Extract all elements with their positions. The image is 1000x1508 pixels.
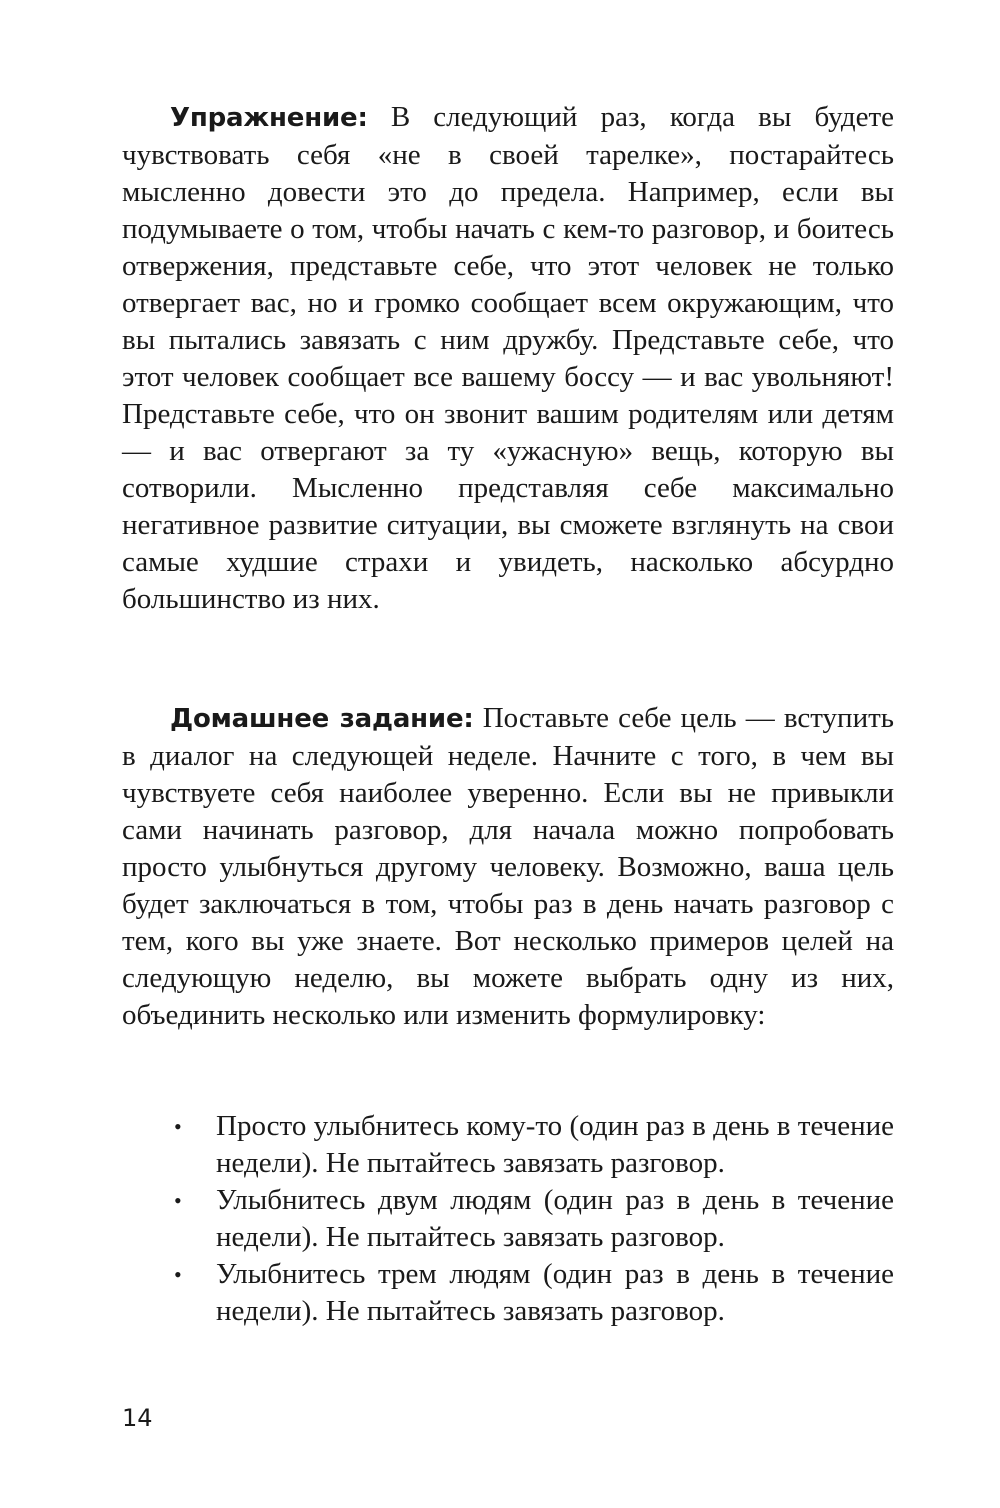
list-item-text: Улыбнитесь двум людям (один раз в день в течение недели). Не пытайтесь завязать разговор. [216,1184,894,1253]
bullet-icon: • [174,1262,182,1287]
exercise-paragraph [122,99,894,618]
bullet-icon: • [174,1188,182,1213]
homework-label: Домашнее задание: [170,704,474,734]
exercise-label: Упражнение: [170,103,368,133]
page-number: 14 [122,1404,153,1432]
homework-section [122,700,894,1034]
list-item-text: Улыбнитесь трем людям (один раз в день в течение недели). Не пытайтесь завязать разговор. [216,1258,894,1327]
exercise-section [122,99,894,618]
homework-paragraph [122,700,894,1034]
list-item [122,1256,894,1330]
bullet-icon: • [174,1114,182,1139]
list-item-text: Просто улыбнитесь кому-то (один раз в день в течение недели). Не пытайтесь завязать разговор. [216,1110,894,1179]
homework-text: Поставьте себе цель — вступить в диалог на следующей неделе. Начните с того, в чем вы чувствуете себя наиболее уверенно. Если вы не привыкли сами начинать разговор, для начала можно попробовать просто улыбнуться другому человеку. Возможно, ваша цель будет заключаться в том, чтобы раз в день начать разговор с тем, кого вы уже знаете. Вот несколько примеров целей на следующую неделю, вы можете выбрать одну из них, объединить несколько или изменить формулировку: [122,702,894,1031]
list-item [122,1108,894,1182]
exercise-text: В следующий раз, когда вы будете чувствовать себя «не в своей тарелке», постарайтесь мысленно довести это до предела. Например, если вы подумываете о том, чтобы начать с кем-то разговор, и боитесь отвержения, представьте себе, что этот человек не только отвергает вас, но и громко сообщает всем окружающим, что вы пытались завязать с ним дружбу. Представьте себе, что этот человек сообщает все вашему боссу — и вас увольняют! Представьте себе, что он звонит вашим родителям или детям — и вас отвергают за ту «ужасную» вещь, которую вы сотворили. Мысленно представляя себе максимально негативное развитие ситуации, вы сможете взглянуть на свои самые худшие страхи и увидеть, насколько абсурдно большинство из них. [122,101,894,615]
list-item [122,1182,894,1256]
goals-list [122,1108,894,1330]
